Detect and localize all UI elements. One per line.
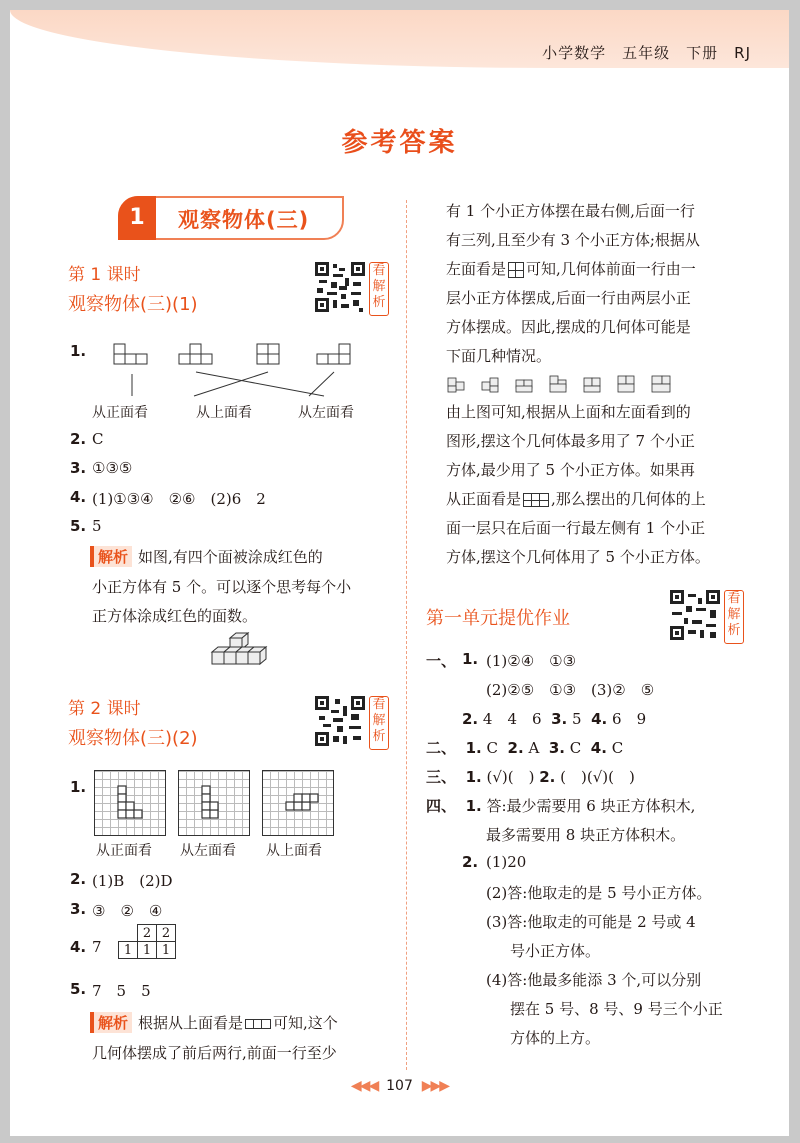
text-line: 方体摆成。因此,摆成的几何体可能是 (446, 318, 691, 336)
answer: 6 9 (612, 710, 647, 728)
answer: (2)答:他取走的是 5 号小正方体。 (486, 884, 712, 902)
lesson2-title: 观察物体(三)(2) (68, 728, 198, 749)
answer: 7 (92, 938, 102, 956)
subject: 小学数学 (542, 44, 607, 62)
question-number: 2. (539, 768, 556, 786)
cube-figure (210, 632, 280, 672)
question-number: 4. (70, 938, 87, 956)
question-number: 1. (70, 778, 87, 796)
answer: (√)( ) (486, 768, 535, 786)
column-divider (406, 200, 407, 1070)
question-number: 3. (548, 739, 565, 757)
view-label: 从左面看 (180, 843, 236, 859)
answer: 最多需要用 8 块正方体积木。 (486, 826, 686, 844)
chapter-number: 1 (118, 196, 156, 240)
view-label: 从左面看 (298, 405, 354, 421)
question-number: 2. (462, 853, 479, 871)
see-analysis-badge[interactable]: 看解析 (369, 696, 389, 750)
dot-grid-left (178, 770, 250, 836)
answer: 号小正方体。 (510, 942, 601, 960)
section-marker: 二、 (426, 739, 457, 757)
analysis-tag: 解析 (90, 546, 132, 567)
right-arrows-icon: ▶▶▶ (421, 1078, 449, 1094)
answer: (1)B (2)D (92, 872, 173, 890)
text-line: 图形,摆这个几何体最多用了 7 个小正 (446, 432, 695, 450)
text-line: 有 1 个小正方体摆在最右侧,后面一行 (446, 202, 695, 220)
page (10, 10, 789, 1136)
answer: C (569, 739, 582, 757)
analysis-tag: 解析 (90, 1012, 132, 1033)
question-number: 3. (70, 459, 87, 477)
answer-line (426, 737, 623, 758)
page-footer (10, 1078, 789, 1094)
question-number: 2. (507, 739, 524, 757)
answer: 4 4 6 (482, 710, 542, 728)
question-number: 1. (465, 797, 482, 815)
qr-code[interactable] (670, 590, 720, 640)
section-marker: 三、 (426, 768, 457, 786)
lesson1-label: 第 1 课时 (68, 265, 141, 285)
question-number: 1. (465, 768, 482, 786)
text-line: 面一层只在后面一行最左侧有 1 个小正 (446, 519, 706, 537)
question-number: 4. (591, 710, 608, 728)
left-view-shape (508, 262, 524, 278)
grid-cell: 2 (157, 925, 176, 942)
view-label: 从正面看 (92, 405, 148, 421)
term: 下册 (686, 44, 719, 62)
answer: (3)答:他取走的可能是 2 号或 4 (486, 913, 696, 931)
grade: 五年级 (622, 44, 671, 62)
analysis-text: 小正方体有 5 个。可以逐个思考每个小 (92, 578, 352, 596)
question-number: 1. (465, 739, 482, 757)
answer: 7 5 5 (92, 982, 151, 1000)
question-number: 4. (590, 739, 607, 757)
answer: ( )(√)( ) (560, 768, 635, 786)
text-line (446, 488, 706, 509)
number-grid (118, 924, 176, 959)
answer-line (426, 766, 635, 787)
question-number: 2. (462, 710, 479, 728)
answer: C (486, 739, 498, 757)
analysis-text: 如图,有四个面被涂成红色的 (138, 548, 323, 566)
grid-cell (119, 925, 138, 942)
text-line: 层小正方体摆成,后面一行由两层小正 (446, 289, 691, 307)
unit-homework-title: 第一单元提优作业 (426, 608, 570, 629)
view-label: 从上面看 (196, 405, 252, 421)
possible-arrangements-figure (446, 372, 686, 394)
grid-cell: 1 (157, 942, 176, 959)
question-number: 1. (70, 342, 87, 360)
three-views-figure-1 (104, 336, 374, 398)
front-view-shape (523, 493, 549, 507)
see-analysis-badge[interactable]: 看解析 (369, 262, 389, 316)
lesson2-label: 第 2 课时 (68, 699, 141, 719)
left-arrows-icon: ◀◀◀ (350, 1078, 378, 1094)
answer: 方体的上方。 (510, 1029, 601, 1047)
lesson1-title: 观察物体(三)(1) (68, 294, 198, 315)
answer: A (528, 739, 540, 757)
top-view-shape (245, 1019, 271, 1029)
question-number: 2. (70, 870, 87, 888)
analysis-line (90, 1012, 338, 1033)
analysis-text: 根据从上面看是 (138, 1014, 244, 1032)
section-marker: 四、 (426, 797, 457, 815)
question-number: 5. (70, 980, 87, 998)
edition: RJ (734, 44, 751, 62)
answer: (1)20 (486, 853, 527, 871)
text-fragment: 可知,几何体前面一行由一 (526, 260, 696, 278)
view-label: 从正面看 (96, 843, 152, 859)
qr-code[interactable] (315, 696, 365, 746)
answer: C (611, 739, 624, 757)
text-fragment: 从正面看是 (446, 490, 522, 508)
answer: 5 (572, 710, 582, 728)
text-line (446, 258, 696, 279)
text-line: 下面几种情况。 (446, 347, 552, 365)
running-header (526, 42, 751, 63)
question-number: 2. (70, 430, 87, 448)
grid-cell: 2 (138, 925, 157, 942)
chapter-heading (118, 196, 344, 240)
section-marker: 一、 (426, 652, 457, 670)
grid-cell: 1 (138, 942, 157, 959)
chapter-title: 观察物体(三) (178, 208, 310, 232)
question-number: 3. (70, 900, 87, 918)
answer: 答:最少需要用 6 块正方体积木, (486, 797, 696, 815)
text-line: 有三列,且至少有 3 个小正方体;根据从 (446, 231, 700, 249)
view-label: 从上面看 (266, 843, 322, 859)
grid-cell: 1 (119, 942, 138, 959)
text-line: 方体,摆这个几何体用了 5 个小正方体。 (446, 548, 710, 566)
analysis-text: 可知,这个 (273, 1014, 338, 1032)
question-number: 3. (551, 710, 568, 728)
answer: ③ ② ④ (92, 902, 163, 920)
answer: ①③⑤ (92, 459, 133, 477)
answer: (4)答:他最多能添 3 个,可以分别 (486, 971, 702, 989)
page-number: 107 (386, 1078, 413, 1094)
answer-line (426, 795, 695, 816)
text-fragment: ,那么摆出的几何体的上 (551, 490, 706, 508)
text-fragment: 左面看是 (446, 260, 507, 278)
dot-grid-top (262, 770, 334, 836)
answer: (1)①③④ ②⑥ (2)6 2 (92, 490, 266, 508)
text-line: 由上图可知,根据从上面和左面看到的 (446, 403, 691, 421)
answer: (1)②④ ①③ (486, 652, 577, 670)
answer-line (462, 708, 646, 729)
question-number: 5. (70, 517, 87, 535)
question-number: 1. (462, 650, 479, 668)
dot-grid-front (94, 770, 166, 836)
analysis-text: 几何体摆成了前后两行,前面一行至少 (92, 1044, 337, 1062)
page-title: 参考答案 (341, 128, 458, 158)
question-number: 4. (70, 488, 87, 506)
analysis-text: 正方体涂成红色的面数。 (92, 607, 258, 625)
qr-code[interactable] (315, 262, 365, 312)
see-analysis-badge[interactable]: 看解析 (724, 590, 744, 644)
answer: (2)②⑤ ①③ (3)② ⑤ (486, 681, 655, 699)
answer: 摆在 5 号、8 号、9 号三个小正 (510, 1000, 723, 1018)
answer: C (92, 430, 104, 448)
text-line: 方体,最少用了 5 个小正方体。如果再 (446, 461, 695, 479)
analysis-line (90, 546, 323, 567)
answer: 5 (92, 517, 102, 535)
